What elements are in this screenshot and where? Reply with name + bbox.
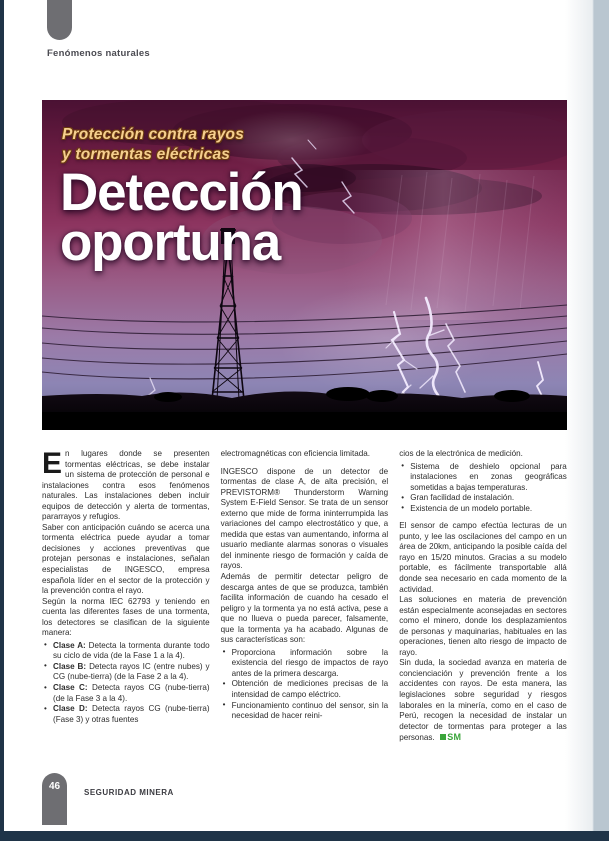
list-item-text: Proporciona información sobre la existencia del riesgo de impactos de rayo antes de la primera descarga. [231, 647, 389, 678]
paragraph: cios de la electrónica de medición. [399, 449, 523, 458]
paragraph [399, 658, 567, 743]
paragraph: Según la norma IEC 62793 y teniendo en cuenta las diferentes fases de una tormenta, los detectores se clasifican de la siguiente manera: [42, 596, 210, 638]
list-item-label: Clase B: [53, 661, 87, 671]
paragraph-text: Sin duda, la sociedad avanza en materia de concienciación y prevención frente a los accidentes con rayos. De esta manera, las legislaciones sobre seguridad y riesgos laborales en la minería, como en el caso de Perú, recogen la necesidad de instalar un detector de tormentas para proteger a las personas. [399, 658, 567, 743]
paragraph: Además de permitir detectar peligro de descarga antes de que se produzca, también facilita información de cuando ha cesado el peligro y la tormenta ya no está activa, pese a que no llueva o pueda parecer, falsamente, que la tormenta ya ha acabado. Algunas de sus características son: [220, 572, 389, 645]
paragraph: Saber con anticipación cuándo se acerca una tormenta eléctrica puede ayudar a tomar decisiones y acciones preventivas que protejan personas e instalaciones, señalan especialistas de INGESCO, empresa española líder en el sector de la protección y la prevención contra el rayo. [42, 522, 210, 596]
hero-kicker: Protección contra rayos y tormentas eléctricas [62, 126, 245, 163]
list-item [232, 648, 389, 680]
green-square-icon [440, 734, 446, 740]
text-column-2 [221, 449, 389, 799]
list-item-label: Clase D: [53, 704, 88, 714]
list-item-text: Detecta rayos IC (entre nubes) y CG (nube-tierra) (de la Fase 2 a la 4). [53, 661, 210, 682]
list-item-text: Detecta la tormenta durante todo su ciclo de vida (de la Fase 1 a la 4). [53, 640, 210, 661]
list-item [53, 683, 210, 704]
list-item-text: Existencia de un modelo portable. [410, 503, 533, 513]
article-body [42, 449, 567, 799]
page-gutter-band [565, 0, 609, 841]
list-item-text: Funcionamiento continuo del sensor, sin la necesidad de hacer reini- [231, 700, 389, 721]
page-left-edge-rule [0, 0, 4, 841]
list-item-text: Sistema de deshielo opcional para instalaciones en zonas geográficas sometidas a bajas temperaturas. [410, 461, 567, 492]
sensor-features-list-a [221, 648, 389, 722]
paragraph: En lugares donde se presenten tormentas eléctricas, se debe instalar un sistema de protección de personal e instalaciones contra esos fenómenos naturales. Las instalaciones deben incluir equipos de detección y alerta de tormentas, pararrayos y refugios. [42, 447, 210, 522]
list-item-label: Clase C: [53, 683, 88, 693]
list-item [53, 641, 210, 662]
publication-name: SEGURIDAD MINERA [84, 788, 174, 797]
paragraph: electromagnéticas con eficiencia limitada. [220, 449, 370, 458]
header-tab-marker [47, 0, 72, 40]
list-item [410, 493, 567, 504]
text-column-1 [42, 449, 210, 799]
list-item [53, 662, 210, 683]
running-head: Fenómenos naturales [47, 48, 150, 59]
storm-photo-illustration [42, 100, 567, 430]
list-item-text: Gran facilidad de instalación. [410, 493, 515, 503]
hero-title: Detección oportuna [60, 163, 303, 273]
list-item-label: Clase A: [53, 640, 86, 650]
detector-class-list [42, 641, 210, 725]
list-item-text: Detecta rayos CG (nube-tierra) (Fase 3) y otras fuentes [53, 704, 210, 724]
list-item [410, 462, 567, 494]
sensor-features-list-b [399, 462, 567, 515]
end-of-article-mark [440, 732, 462, 743]
text-column-3 [399, 449, 567, 799]
hero-photo [42, 100, 567, 430]
paragraph: Las soluciones en materia de prevención están especialmente aconsejadas en sectores como el minero, donde los desplazamientos de personas y maquinarias, habituales en las operaciones, tienen alto riesgo de impacto de rayo. [399, 595, 567, 657]
list-item [53, 704, 210, 725]
page-bottom-rule [0, 831, 609, 841]
page-number-tab: 46 [42, 773, 67, 825]
list-item [232, 701, 389, 722]
list-item-text: Obtención de mediciones precisas de la intensidad de campo eléctrico. [231, 679, 389, 700]
endmark-label: SM [447, 732, 462, 743]
paragraph: INGESCO dispone de un detector de tormentas de clase A, de alta precisión, el PREVISTORM® Thunderstorm Warning System E-Field Sensor. Se trata de un sensor externo que mide de forma ininterrumpida las variaciones del campo electrostático y que, a medida que estas van aumentando, informa al usuario mediante alarmas sonoras o visuales del inminente riesgo de formación y caída de rayos. [220, 466, 389, 571]
list-item [410, 504, 567, 515]
list-item [232, 679, 389, 700]
list-item-text: Detecta rayos CG (nube-tierra) (de la Fase 3 a la 4). [53, 683, 210, 703]
paragraph: El sensor de campo efectúa lecturas de un punto, y lee las oscilaciones del campo en un área de 20km, anticipando la posible caída del rayo en 15/20 minutos. Gracias a su modelo portable, es fácilmente transportable allá donde sea necesario en cada momento de la actividad. [399, 521, 567, 594]
